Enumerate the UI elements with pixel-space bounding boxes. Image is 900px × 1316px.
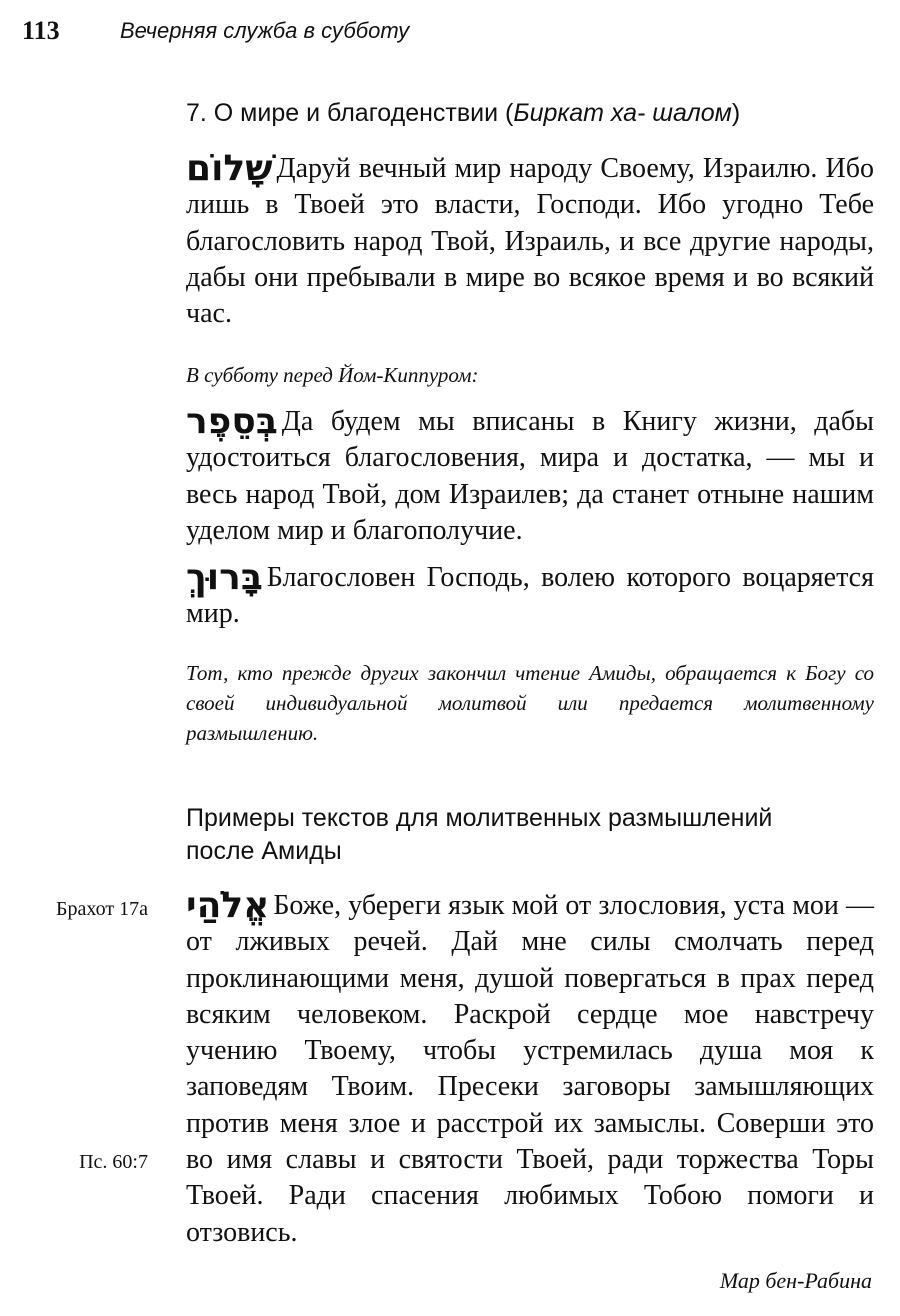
shalom-paragraph	[186, 148, 874, 332]
section-7-title	[186, 97, 740, 130]
page-number: 113	[22, 16, 60, 45]
shalom-hebrew-word: שָׁלוֹם	[186, 148, 273, 189]
baruch-text: Благословен Господь, волею которого воцаряется мир.	[186, 562, 874, 630]
meditation-title-line1: Примеры текстов для молитвенных размышлений	[186, 804, 773, 832]
elohai-paragraph	[186, 885, 874, 1251]
elohai-text-part2: Соверши это во имя славы и святости Твоей, ради торжества Торы Твоей. Ради спасения любимых Тобою помоги и отзовись.	[186, 1107, 874, 1248]
besefer-hebrew-word: בְּסֵפֶר	[186, 401, 278, 442]
running-title: Вечерняя служба в субботу	[120, 18, 410, 43]
baruch-hebrew-word: בָּרוּךְ	[186, 557, 263, 598]
author-attribution: Мар бен-Рабина	[719, 1268, 872, 1293]
section-7-title-italic: Биркат ха- шалом	[513, 99, 732, 127]
section-7-title-main: 7. О мире и благоденствии (	[186, 99, 514, 127]
section-7-title-close: )	[731, 99, 741, 127]
baruch-paragraph	[186, 557, 874, 633]
shalom-text: Даруй вечный мир народу Своему, Израилю. Ибо лишь в Твоей это власти, Господи. Ибо угодно Тебе благословить народ Твой, Израиль, и все другие народы, дабы они пребывали в мире во всякое время и во всякий час.	[186, 153, 874, 330]
elohai-hebrew-word: אֱלֹהַי	[186, 885, 270, 926]
meditation-section-title	[186, 802, 772, 868]
yom-kippur-note: В субботу перед Йом-Киппуром:	[186, 363, 479, 387]
amida-instruction: Тот, кто прежде других закончил чтение Амиды, обращается к Богу со своей индивидуальной молитвой или предается молитвенному размышлению.	[186, 661, 874, 745]
meditation-title-line2: после Амиды	[186, 837, 342, 865]
besefer-paragraph	[186, 401, 874, 549]
besefer-text: Да будем мы вписаны в Книгу жизни, дабы удостоиться благословения, мира и достатка, — мы и весь народ Твой, дом Израилев; да станет отныне нашим уделом мир и благополучие.	[186, 406, 874, 546]
margin-ref-psalm: Пс. 60:7	[79, 1151, 148, 1173]
elohai-text-part1: Боже, убереги язык мой от злословия, уста мои — от лживых речей. Дай мне силы смолчать перед проклинающими меня, душой повергаться в прах перед всяким человеком. Раскрой сердце мое навстречу учению Твоему, чтобы устремилась душа моя к заповедям Твоим. Пресеки заговоры замышляющих против меня злое и расстрой их замыслы.	[186, 890, 874, 1139]
margin-ref-brachot: Брахот 17а	[56, 898, 148, 920]
